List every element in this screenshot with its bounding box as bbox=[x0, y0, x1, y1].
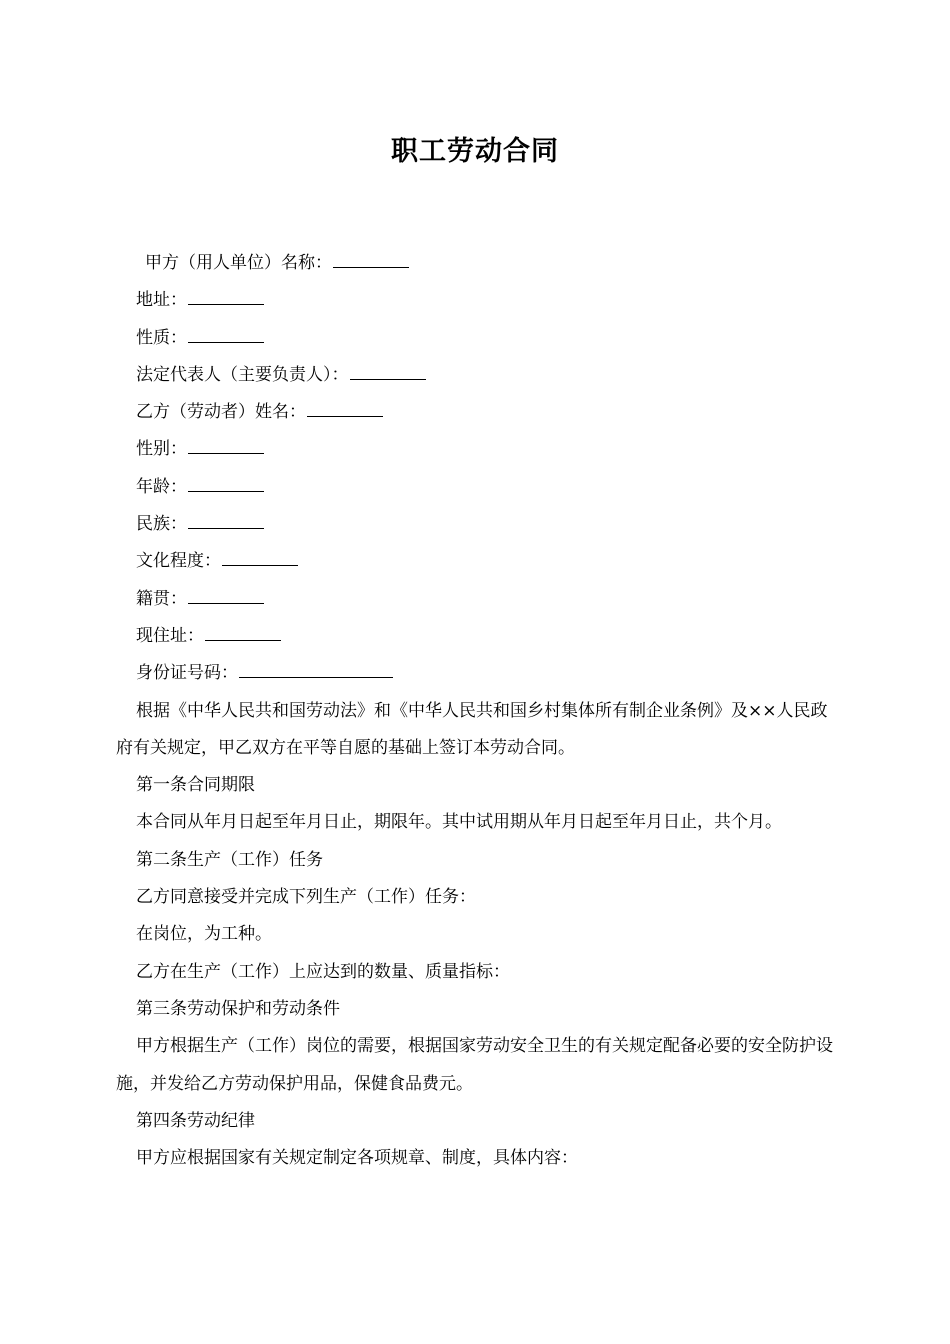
article-3-heading: 第三条劳动保护和劳动条件 bbox=[136, 998, 340, 1019]
article-4-text: 甲方应根据国家有关规定制定各项规章、制度，具体内容： bbox=[136, 1148, 578, 1169]
address-label: 地址： bbox=[136, 290, 187, 311]
party-a-name-label: 甲方（用人单位）名称： bbox=[145, 253, 332, 273]
gender-label: 性别： bbox=[136, 439, 187, 460]
age-field bbox=[116, 469, 836, 506]
article-1-text: 本合同从年月日起至年月日止，期限年。其中试用期从年月日起至年月日止，共个月。 bbox=[136, 812, 782, 833]
education-field bbox=[116, 543, 836, 580]
id-number-label: 身份证号码： bbox=[136, 663, 238, 684]
nature-blank bbox=[188, 328, 264, 343]
ethnicity-blank bbox=[188, 514, 264, 529]
party-b-name-label: 乙方（劳动者）姓名： bbox=[136, 402, 306, 423]
legal-rep-field bbox=[116, 357, 836, 394]
gender-field bbox=[116, 431, 836, 468]
gender-blank bbox=[188, 439, 264, 454]
age-label: 年龄： bbox=[136, 476, 187, 497]
nature-label: 性质： bbox=[136, 327, 187, 348]
legal-rep-label: 法定代表人（主要负责人）： bbox=[136, 364, 349, 385]
education-blank bbox=[222, 551, 298, 566]
native-place-blank bbox=[188, 589, 264, 604]
id-number-field bbox=[116, 655, 836, 692]
legal-rep-blank bbox=[350, 365, 426, 380]
article-3-text: 甲方根据生产（工作）岗位的需要，根据国家劳动安全卫生的有关规定配备必要的安全防护设施，并发给乙方劳动保护用品，保健食品费元。 bbox=[116, 1036, 833, 1094]
ethnicity-label: 民族： bbox=[136, 514, 187, 535]
party-b-name-blank bbox=[307, 402, 383, 417]
nature-field bbox=[116, 320, 836, 357]
article-2-text-1: 乙方同意接受并完成下列生产（工作）任务： bbox=[136, 887, 476, 908]
article-2-text-3: 乙方在生产（工作）上应达到的数量、质量指标： bbox=[136, 961, 510, 982]
current-address-field bbox=[116, 618, 836, 655]
age-blank bbox=[188, 477, 264, 492]
article-2-text-2: 在岗位，为工种。 bbox=[136, 924, 272, 945]
article-4-heading: 第四条劳动纪律 bbox=[136, 1110, 255, 1131]
address-field bbox=[116, 282, 836, 319]
document-body bbox=[116, 245, 836, 1177]
party-a-name-blank bbox=[333, 253, 409, 268]
preamble-paragraph: 根据《中华人民共和国劳动法》和《中华人民共和国乡村集体所有制企业条例》及××人民政府有关规定，甲乙双方在平等自愿的基础上签订本劳动合同。 bbox=[116, 700, 828, 758]
article-1-heading: 第一条合同期限 bbox=[136, 775, 255, 796]
article-2-heading: 第二条生产（工作）任务 bbox=[136, 849, 323, 870]
party-b-name-field bbox=[116, 394, 836, 431]
party-a-name-field bbox=[116, 245, 836, 282]
address-blank bbox=[188, 290, 264, 305]
native-place-field bbox=[116, 581, 836, 618]
document-title: 职工劳动合同 bbox=[391, 136, 559, 167]
id-number-blank bbox=[239, 663, 393, 678]
current-address-blank bbox=[205, 626, 281, 641]
current-address-label: 现住址： bbox=[136, 625, 204, 646]
education-label: 文化程度： bbox=[136, 551, 221, 572]
ethnicity-field bbox=[116, 506, 836, 543]
native-place-label: 籍贯： bbox=[136, 588, 187, 609]
